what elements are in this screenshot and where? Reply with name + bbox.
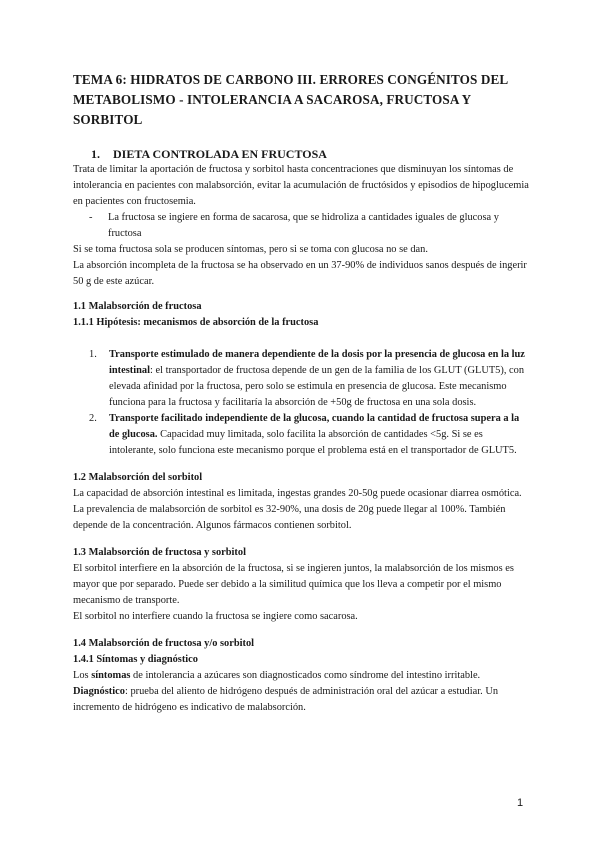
bold-text: síntomas [91, 670, 131, 681]
list-number: 2. [89, 413, 97, 424]
bold-text: Transporte estimulado de manera dependiente de la dosis por la presencia de glucosa en la luz intestinal [109, 349, 525, 376]
document-page [73, 70, 531, 716]
subsection-heading: 1.1 Malabsorción de fructosa [73, 301, 202, 312]
section-heading-1 [73, 146, 531, 162]
subsubsection-heading: 1.1.1 Hipótesis: mecanismos de absorción de la fructosa [73, 317, 319, 328]
paragraph: Si se toma fructosa sola se producen síntomas, pero si se toma con glucosa no se dan. [73, 244, 428, 255]
section-title: DIETA CONTROLADA EN FRUCTOSA [113, 147, 327, 161]
text-run: Los [73, 670, 92, 681]
subsection-heading: 1.4 Malabsorción de fructosa y/o sorbitol [73, 638, 255, 649]
subsubsection-heading: 1.4.1 Síntomas y diagnóstico [73, 654, 198, 665]
list-item [73, 210, 531, 242]
dash-bullet: - [89, 212, 93, 223]
text-run: de intolerancia a azúcares son diagnosticados como síndrome del intestino irritable. [130, 670, 481, 681]
paragraph: El sorbitol interfiere en la absorción de la fructosa, si se ingieren juntos, la malabsorción de los mismos es mayor que por separado. Puede ser debido a la similitud química que los lleva a competir por el mismo mecanismo de transporte. [73, 563, 514, 606]
list-item-text: La fructosa se ingiere en forma de sacarosa, que se hidroliza a cantidades iguales de glucosa y fructosa [108, 212, 499, 239]
paragraph: La prevalencia de malabsorción de sorbitol es 32-90%, una dosis de 20g puede llegar al 100%. También depende de la concentración. Algunos fármacos contienen sorbitol. [73, 504, 506, 531]
numbered-list-item [73, 347, 531, 411]
subsection-heading: 1.3 Malabsorción de fructosa y sorbitol [73, 547, 246, 558]
list-item-text [109, 411, 531, 459]
item-text: : el transportador de fructosa depende de un gen de la familia de los GLUT (GLUT5), con elevada afinidad por la fructosa, pero solo se estimula en presencia de glucosa. Este mecanismo funciona para la fructosa y facilitaría la absorción de +50g de fructosa en una sola dosis. [109, 365, 525, 408]
bold-text: Transporte facilitado independiente de la glucosa, cuando la cantidad de fructosa supera a la de glucosa. [109, 413, 520, 440]
page-number: 1 [517, 797, 524, 809]
paragraph: La absorción incompleta de la fructosa se ha observado en un 37-90% de individuos sanos después de ingerir 50 g de este azúcar. [73, 260, 527, 287]
paragraph: Trata de limitar la aportación de fructosa y sorbitol hasta concentraciones que disminuyan los síntomas de intolerancia en pacientes con malabsorción, evitar la acumulación de fructósidos y episodios de hipoglucemia en pacientes con fructosemia. [73, 164, 529, 207]
text-run: : prueba del aliento de hidrógeno después de administración oral del azúcar a estudiar. Un incremento de hidrógeno es indicativo de malabsorción. [73, 686, 499, 713]
subsection-heading: 1.2 Malabsorción del sorbitol [73, 472, 203, 483]
list-number: 1. [89, 349, 97, 360]
section-number: 1. [91, 147, 100, 161]
paragraph [73, 684, 531, 716]
document-title: TEMA 6: HIDRATOS DE CARBONO III. ERRORES CONGÉNITOS DEL METABOLISMO - INTOLERANCIA A SACAROSA, FRUCTOSA Y SORBITOL [73, 72, 508, 127]
paragraph: La capacidad de absorción intestinal es limitada, ingestas grandes 20-50g puede ocasionar diarrea osmótica. [73, 488, 522, 499]
bold-text: Diagnóstico [73, 686, 125, 697]
paragraph: El sorbitol no interfiere cuando la fructosa se ingiere como sacarosa. [73, 611, 358, 622]
numbered-list-item [73, 411, 531, 459]
paragraph [73, 668, 531, 684]
item-text: Capacidad muy limitada, solo facilita la absorción de cantidades <5g. Si se es intolerante, solo funciona este mecanismo porque el problema está en el transportador de GLUT5. [109, 429, 517, 456]
list-item-text [109, 347, 531, 411]
